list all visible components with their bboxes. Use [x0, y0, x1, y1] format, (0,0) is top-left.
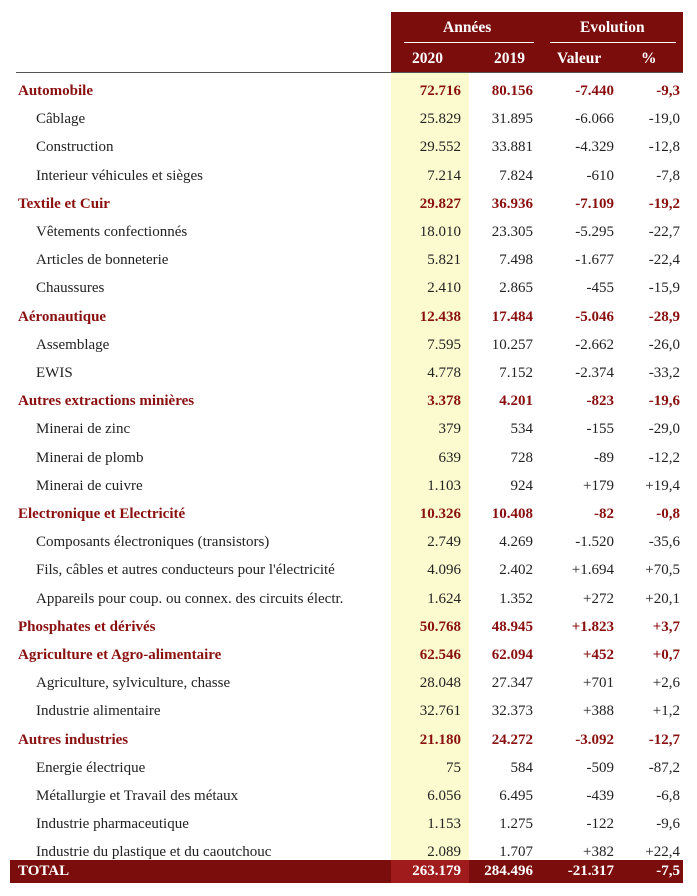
cell-pct: -0,8: [656, 506, 680, 522]
cell-2019: 31.895: [491, 111, 533, 128]
cell-valeur: -439: [586, 788, 614, 804]
row-label: Autres industries: [18, 731, 129, 748]
cell-valeur: -1.520: [575, 534, 614, 551]
cell-pct: -9,3: [656, 83, 680, 99]
table-row: [0, 246, 697, 274]
cell-2020: 2.089: [427, 844, 461, 861]
cell-pct: -26,0: [648, 336, 680, 353]
cell-2019: 27.347: [491, 675, 533, 692]
total-label: TOTAL: [18, 863, 70, 879]
cell-2019: 48.945: [491, 618, 533, 635]
cell-2019: 80.156: [491, 83, 533, 99]
cell-pct: -6,8: [656, 788, 680, 804]
cell-valeur: -5.295: [575, 224, 614, 240]
cell-pct: -22,4: [648, 252, 680, 269]
row-label: Vêtements confectionnés: [36, 224, 188, 240]
cell-pct: -87,2: [648, 759, 680, 776]
cell-2020: 639: [438, 449, 461, 466]
cell-2019: 24.272: [491, 731, 533, 748]
row-label: Electronique et Electricité: [18, 506, 186, 522]
row-label: Câblage: [36, 111, 86, 128]
cell-2019: 7.498: [499, 252, 533, 269]
cell-valeur: +1.823: [571, 618, 614, 635]
header-col-2019: 2019: [494, 50, 525, 67]
cell-2019: 2.402: [499, 562, 533, 579]
category-row: [0, 613, 697, 641]
cell-valeur: -2.662: [575, 336, 614, 353]
cell-2019: 10.257: [491, 336, 533, 353]
cell-2020: 1.153: [427, 816, 461, 833]
cell-2020: 32.761: [419, 703, 461, 720]
cell-2019: 23.305: [491, 224, 533, 240]
cell-2020: 28.048: [419, 675, 461, 692]
cell-valeur: +382: [583, 844, 614, 861]
header-col-2020: 2020: [412, 50, 443, 67]
cell-2020: 1.624: [427, 590, 461, 607]
cell-2019: 1.275: [499, 816, 533, 833]
category-row: [0, 77, 697, 105]
cell-2019: 4.201: [499, 393, 533, 410]
cell-2019: 534: [510, 421, 533, 438]
cell-pct: -29,0: [648, 421, 680, 438]
table-row: [0, 444, 697, 472]
row-label: Métallurgie et Travail des métaux: [36, 788, 239, 804]
row-label: Industrie alimentaire: [36, 703, 161, 720]
row-label: Interieur véhicules et sièges: [36, 167, 204, 184]
row-label: Agriculture, sylviculture, chasse: [36, 675, 231, 692]
cell-pct: +70,5: [645, 562, 680, 579]
category-row: [0, 641, 697, 669]
cell-pct: -15,9: [648, 280, 680, 297]
cell-2019: 36.936: [491, 195, 533, 212]
cell-2020: 29.552: [419, 139, 461, 156]
total-valeur: -21.317: [567, 863, 614, 879]
row-label: Construction: [36, 139, 114, 156]
cell-valeur: -610: [586, 167, 614, 184]
cell-2019: 7.824: [499, 167, 533, 184]
cell-2020: 5.821: [427, 252, 461, 269]
cell-2020: 4.778: [427, 365, 461, 381]
cell-2019: 1.352: [499, 590, 533, 607]
cell-pct: -19,6: [648, 393, 680, 410]
cell-valeur: +452: [582, 647, 614, 663]
cell-2020: 18.010: [419, 224, 461, 240]
cell-valeur: -7.109: [575, 195, 614, 212]
table-row: [0, 669, 697, 697]
header-bottom-rule: [16, 72, 683, 73]
cell-2020: 4.096: [427, 562, 461, 579]
category-row: [0, 500, 697, 528]
table-row: [0, 218, 697, 246]
cell-2020: 10.326: [419, 506, 461, 522]
cell-pct: -22,7: [648, 224, 680, 240]
cell-2020: 50.768: [419, 618, 461, 635]
row-label: Autres extractions minières: [18, 393, 195, 410]
header-divider-years: [404, 42, 534, 43]
cell-2019: 2.865: [499, 280, 533, 297]
row-label: Phosphates et dérivés: [18, 618, 156, 635]
row-label: Fils, câbles et autres conducteurs pour l'électricité: [36, 562, 335, 579]
cell-2020: 379: [438, 421, 461, 438]
cell-2020: 29.827: [419, 195, 461, 212]
row-label: Composants électroniques (transistors): [36, 534, 270, 551]
row-label: Industrie pharmaceutique: [36, 816, 189, 833]
cell-pct: -9,6: [656, 816, 680, 833]
table-row: [0, 556, 697, 584]
table-row: [0, 415, 697, 443]
cell-valeur: +701: [583, 675, 614, 692]
table-row: [0, 105, 697, 133]
total-2019: 284.496: [484, 863, 533, 879]
cell-valeur: -455: [586, 280, 614, 297]
cell-valeur: -4.329: [575, 139, 614, 156]
cell-pct: +0,7: [652, 647, 680, 663]
cell-2020: 21.180: [419, 731, 461, 748]
cell-pct: -12,8: [648, 139, 680, 156]
cell-pct: -7,8: [656, 167, 680, 184]
cell-2020: 7.214: [427, 167, 461, 184]
cell-pct: -35,6: [648, 534, 680, 551]
header-divider-evolution: [550, 42, 676, 43]
row-label: Minerai de zinc: [36, 421, 131, 438]
cell-2019: 32.373: [491, 703, 533, 720]
cell-2019: 924: [510, 477, 533, 494]
header-col-valeur: Valeur: [557, 50, 602, 67]
total-pct: -7,5: [656, 863, 680, 879]
cell-valeur: -6.066: [575, 111, 614, 128]
cell-valeur: +1.694: [571, 562, 614, 579]
header-col-pct: %: [641, 50, 657, 67]
cell-valeur: -89: [594, 449, 614, 466]
cell-valeur: +179: [583, 477, 614, 494]
row-label: Energie électrique: [36, 759, 146, 776]
cell-valeur: -122: [586, 816, 614, 833]
cell-valeur: -823: [586, 393, 614, 410]
cell-2019: 1.707: [499, 844, 533, 861]
cell-2019: 728: [510, 449, 533, 466]
cell-valeur: +388: [583, 703, 614, 720]
cell-2020: 62.546: [419, 647, 461, 663]
cell-2019: 584: [510, 759, 533, 776]
cell-2019: 6.495: [499, 788, 533, 804]
row-label: Appareils pour coup. ou connex. des circuits électr.: [36, 590, 344, 607]
cell-pct: +3,7: [652, 618, 680, 635]
cell-2020: 12.438: [419, 308, 461, 325]
table-row: [0, 697, 697, 725]
cell-valeur: +272: [583, 590, 614, 607]
cell-2020: 25.829: [419, 111, 461, 128]
row-label: Textile et Cuir: [18, 195, 110, 212]
cell-2019: 62.094: [491, 647, 533, 663]
cell-pct: -19,0: [648, 111, 680, 128]
cell-pct: -12,2: [648, 449, 680, 466]
cell-2020: 2.749: [427, 534, 461, 551]
row-label: Industrie du plastique et du caoutchouc: [36, 844, 272, 861]
cell-valeur: -509: [586, 759, 614, 776]
cell-valeur: -1.677: [575, 252, 614, 269]
category-row: [0, 303, 697, 331]
table-row: [0, 331, 697, 359]
cell-2020: 3.378: [427, 393, 461, 410]
row-label: EWIS: [36, 365, 73, 381]
table-row: [0, 133, 697, 161]
cell-pct: -12,7: [648, 731, 680, 748]
table-row: [0, 810, 697, 838]
cell-2020: 6.056: [427, 788, 461, 804]
cell-valeur: -7.440: [575, 83, 614, 99]
header-years: Années: [443, 19, 492, 36]
table-row: [0, 359, 697, 387]
total-2020: 263.179: [412, 863, 461, 879]
cell-2019: 33.881: [491, 139, 533, 156]
cell-valeur: -82: [594, 506, 614, 522]
cell-pct: -19,2: [648, 195, 680, 212]
table-row: [0, 162, 697, 190]
table-row: [0, 274, 697, 302]
cell-pct: +2,6: [652, 675, 680, 692]
cell-pct: +19,4: [645, 477, 680, 494]
row-label: Articles de bonneterie: [36, 252, 169, 269]
cell-2019: 7.152: [499, 365, 533, 381]
row-label: Agriculture et Agro-alimentaire: [18, 647, 222, 663]
row-label: Minerai de cuivre: [36, 477, 143, 494]
cell-2020: 1.103: [427, 477, 461, 494]
cell-2019: 4.269: [499, 534, 533, 551]
row-label: Assemblage: [36, 336, 110, 353]
header-evolution: Evolution: [580, 19, 645, 36]
cell-valeur: -3.092: [575, 731, 614, 748]
cell-valeur: -5.046: [575, 308, 614, 325]
row-label: Aéronautique: [18, 308, 107, 325]
table-row: [0, 782, 697, 810]
table-row: [0, 585, 697, 613]
cell-2019: 10.408: [491, 506, 533, 522]
table-row: [0, 528, 697, 556]
category-row: [0, 190, 697, 218]
cell-pct: -33,2: [648, 365, 680, 381]
cell-2020: 72.716: [419, 83, 461, 99]
table-row: [0, 754, 697, 782]
cell-valeur: -2.374: [575, 365, 614, 381]
cell-pct: +22,4: [645, 844, 680, 861]
cell-2020: 75: [446, 759, 461, 776]
cell-pct: -28,9: [648, 308, 680, 325]
cell-2019: 17.484: [491, 308, 533, 325]
category-row: [0, 387, 697, 415]
row-label: Automobile: [18, 83, 93, 99]
cell-pct: +1,2: [652, 703, 680, 720]
cell-2020: 2.410: [427, 280, 461, 297]
row-label: Chaussures: [36, 280, 105, 297]
row-label: Minerai de plomb: [36, 449, 144, 466]
cell-2020: 7.595: [427, 336, 461, 353]
category-row: [0, 726, 697, 754]
table-row: [0, 472, 697, 500]
cell-valeur: -155: [586, 421, 614, 438]
cell-pct: +20,1: [645, 590, 680, 607]
